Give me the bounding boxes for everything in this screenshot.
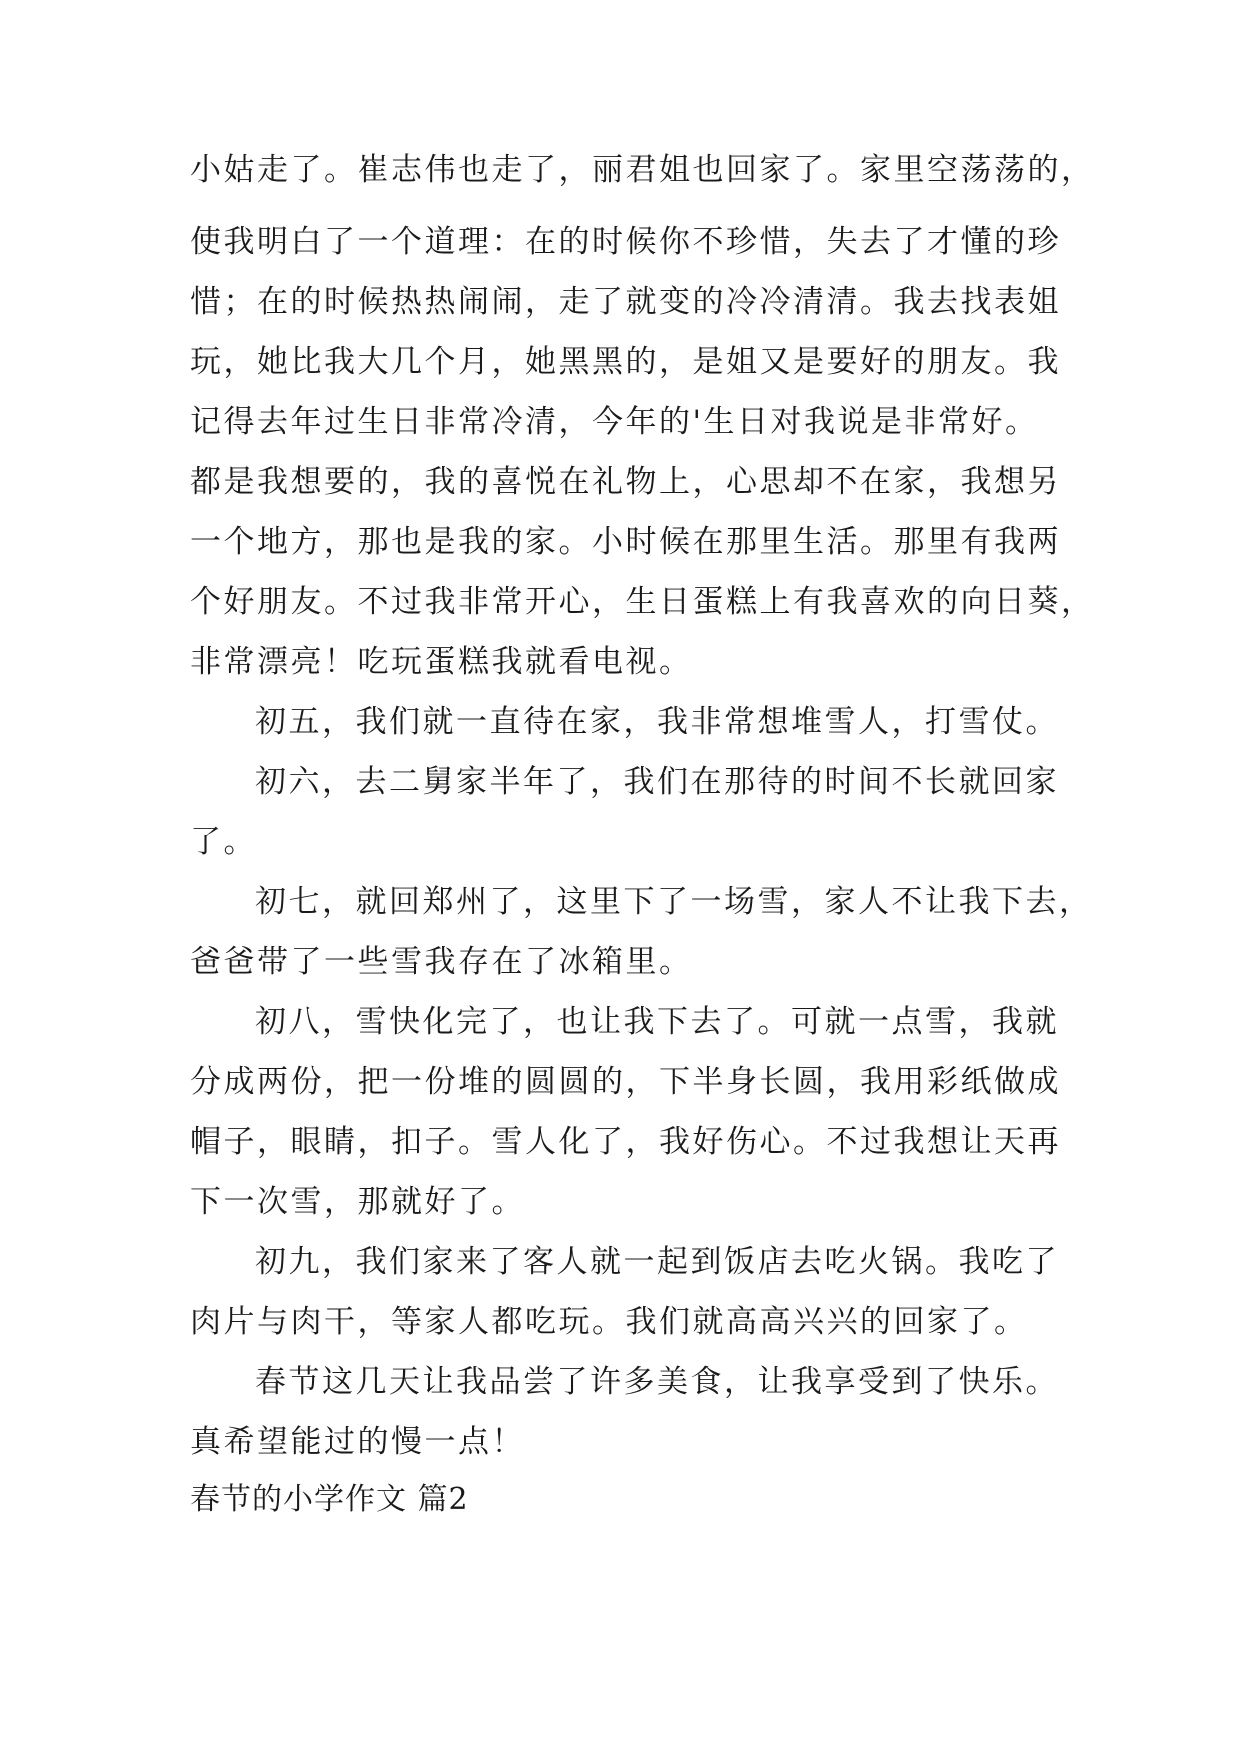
paragraph-start-line: 初六，去二舅家半年了，我们在那待的时间不长就回家 (255, 764, 1059, 800)
text-line: 肉片与肉干，等家人都吃玩。我们就高高兴兴的回家了。 (190, 1304, 1028, 1340)
paragraph-start-line: 初八，雪快化完了，也让我下去了。可就一点雪，我就 (255, 1004, 1059, 1040)
text-line: 惜；在的时候热热闹闹，走了就变的冷冷清清。我去找表姐 (190, 284, 1061, 320)
section-heading: 春节的小学作文 篇2 (190, 1482, 469, 1517)
text-line: 爸爸带了一些雪我存在了冰箱里。 (190, 944, 693, 980)
text-line: 下一次雪，那就好了。 (190, 1184, 525, 1220)
text-line: 了。 (190, 824, 257, 860)
text-line: 个好朋友。不过我非常开心，生日蛋糕上有我喜欢的向日葵， (190, 584, 1095, 620)
paragraph-start-line: 初七，就回郑州了，这里下了一场雪，家人不让我下去， (255, 884, 1093, 920)
paragraph-start-line: 初五，我们就一直待在家，我非常想堆雪人，打雪仗。 (255, 704, 1059, 740)
text-line: 真希望能过的慢一点！ (190, 1424, 525, 1460)
text-line: 使我明白了一个道理：在的时候你不珍惜，失去了才懂的珍 (190, 224, 1061, 260)
text-line: 非常漂亮！吃玩蛋糕我就看电视。 (190, 644, 693, 680)
paragraph-start-line: 春节这几天让我品尝了许多美食，让我享受到了快乐。 (255, 1364, 1059, 1400)
text-line: 记得去年过生日非常冷清，今年的'生日对我说是非常好。 (190, 404, 1039, 440)
text-line: 都是我想要的，我的喜悦在礼物上，心思却不在家，我想另 (190, 464, 1061, 500)
paragraph-start-line: 初九，我们家来了客人就一起到饭店去吃火锅。我吃了 (255, 1244, 1059, 1280)
text-line: 帽子，眼睛，扣子。雪人化了，我好伤心。不过我想让天再 (190, 1124, 1061, 1160)
text-line: 一个地方，那也是我的家。小时候在那里生活。那里有我两 (190, 524, 1061, 560)
text-line: 分成两份，把一份堆的圆圆的，下半身长圆，我用彩纸做成 (190, 1064, 1061, 1100)
text-line: 小姑走了。崔志伟也走了，丽君姐也回家了。家里空荡荡的， (190, 152, 1095, 188)
text-line: 玩，她比我大几个月，她黑黑的，是姐又是要好的朋友。我 (190, 344, 1061, 380)
